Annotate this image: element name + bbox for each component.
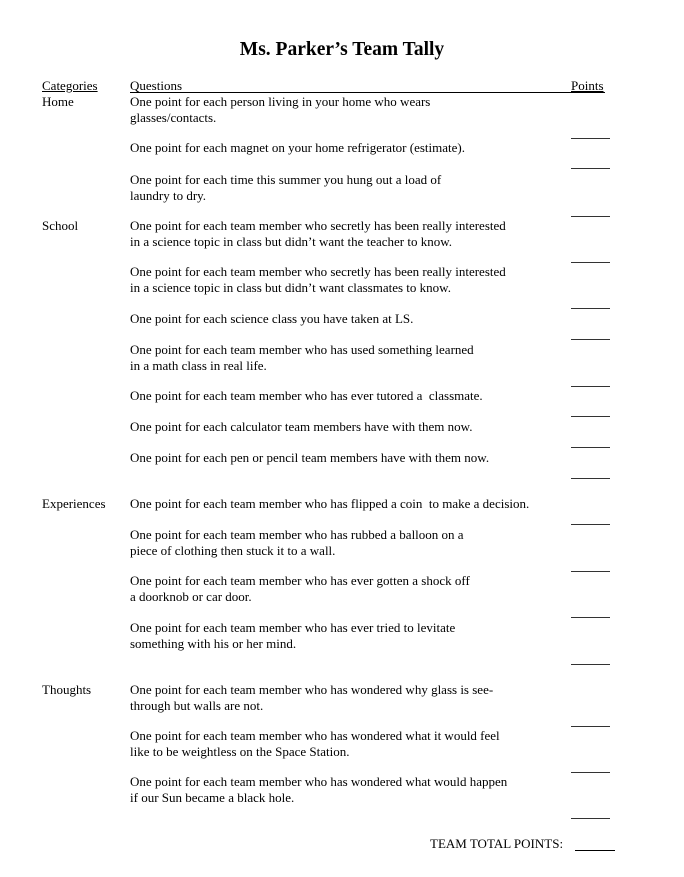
points-blank[interactable] bbox=[571, 617, 610, 618]
team-total-blank[interactable] bbox=[575, 850, 615, 851]
question-text: One point for each pen or pencil team members have with them now. bbox=[130, 450, 490, 465]
question-text: One point for each team member who secretly has been really interested bbox=[130, 218, 506, 233]
question-text: One point for each calculator team members have with them now. bbox=[130, 419, 473, 434]
points-blank[interactable] bbox=[571, 386, 610, 387]
header-points: Points bbox=[571, 78, 604, 93]
category-label: Home bbox=[42, 94, 74, 109]
question-text: One point for each person living in your home who wears bbox=[130, 94, 431, 109]
question-text: something with his or her mind. bbox=[130, 635, 297, 651]
question-text: if our Sun became a black hole. bbox=[130, 789, 295, 805]
points-blank[interactable] bbox=[571, 138, 610, 139]
points-blank[interactable] bbox=[571, 571, 610, 572]
question-text: in a math class in real life. bbox=[130, 357, 267, 373]
points-blank[interactable] bbox=[571, 726, 610, 727]
points-blank[interactable] bbox=[571, 262, 610, 263]
question-text: through but walls are not. bbox=[130, 697, 264, 713]
question-text: glasses/contacts. bbox=[130, 109, 217, 125]
category-label: Thoughts bbox=[42, 682, 92, 697]
points-blank[interactable] bbox=[571, 478, 610, 479]
page-title: Ms. Parker’s Team Tally bbox=[239, 39, 445, 60]
question-text: One point for each team member who has used something learned bbox=[130, 342, 474, 357]
header-questions: Questions bbox=[130, 78, 182, 93]
question-text: One point for each team member who secretly has been really interested bbox=[130, 264, 506, 279]
question-text: in a science topic in class but didn’t want the teacher to know. bbox=[130, 233, 453, 249]
points-blank[interactable] bbox=[571, 664, 610, 665]
category-label: Experiences bbox=[42, 496, 106, 511]
question-text: One point for each team member who has ever gotten a shock off bbox=[130, 573, 470, 588]
question-text: One point for each team member who has rubbed a balloon on a bbox=[130, 527, 464, 542]
question-text: One point for each time this summer you hung out a load of bbox=[130, 172, 442, 187]
question-text: One point for each team member who has ever tutored a classmate. bbox=[130, 388, 483, 403]
question-text: One point for each science class you have taken at LS. bbox=[130, 311, 414, 326]
question-text: in a science topic in class but didn’t want classmates to know. bbox=[130, 279, 451, 295]
question-text: One point for each team member who has ever tried to levitate bbox=[130, 620, 456, 635]
points-blank[interactable] bbox=[571, 447, 610, 448]
points-blank[interactable] bbox=[571, 168, 610, 169]
points-blank[interactable] bbox=[571, 308, 610, 309]
question-text: like to be weightless on the Space Station. bbox=[130, 743, 350, 759]
question-text: One point for each magnet on your home refrigerator (estimate). bbox=[130, 140, 465, 155]
points-blank[interactable] bbox=[571, 339, 610, 340]
header-categories: Categories bbox=[42, 78, 98, 93]
question-text: a doorknob or car door. bbox=[130, 588, 252, 604]
question-text: piece of clothing then stuck it to a wall. bbox=[130, 542, 336, 558]
question-text: One point for each team member who has wondered why glass is see- bbox=[130, 682, 494, 697]
points-blank[interactable] bbox=[571, 772, 610, 773]
question-text: One point for each team member who has flipped a coin to make a decision. bbox=[130, 496, 530, 511]
points-blank[interactable] bbox=[571, 524, 610, 525]
points-blank[interactable] bbox=[571, 416, 610, 417]
points-blank[interactable] bbox=[571, 216, 610, 217]
points-blank[interactable] bbox=[571, 818, 610, 819]
question-text: One point for each team member who has wondered what it would feel bbox=[130, 728, 500, 743]
question-text: laundry to dry. bbox=[130, 187, 207, 203]
header-rule bbox=[130, 92, 605, 93]
category-label: School bbox=[42, 218, 79, 233]
question-text: One point for each team member who has wondered what would happen bbox=[130, 774, 508, 789]
team-total-label: TEAM TOTAL POINTS: bbox=[430, 836, 564, 851]
